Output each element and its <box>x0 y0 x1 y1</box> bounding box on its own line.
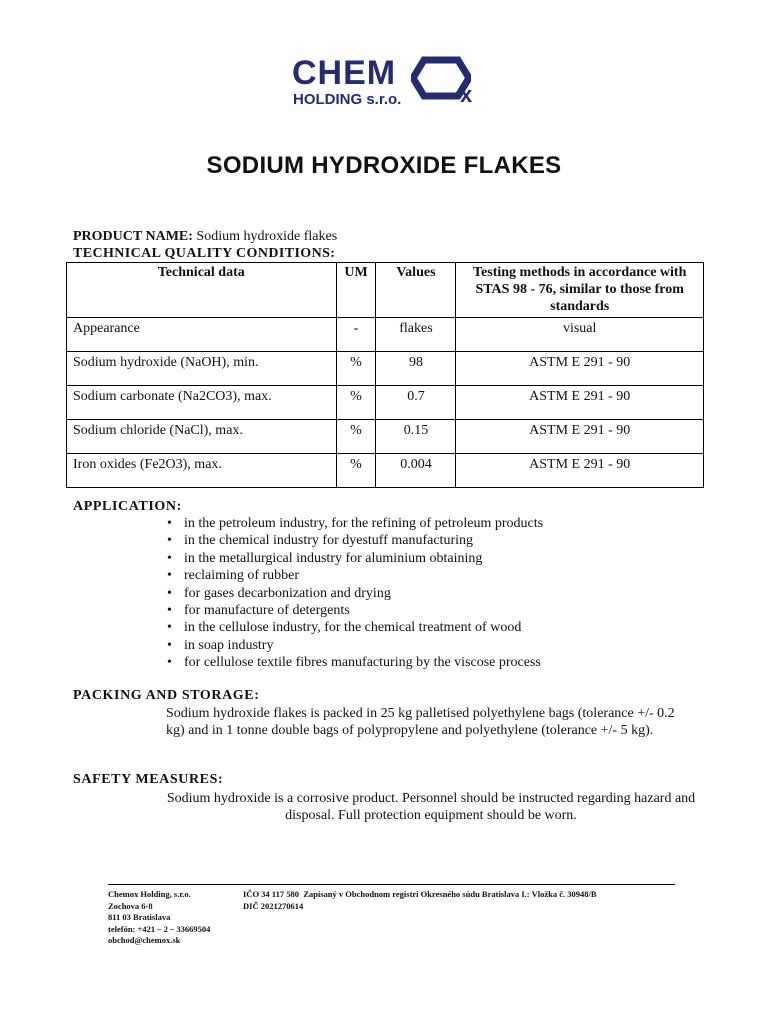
cell-method: ASTM E 291 - 90 <box>456 454 704 488</box>
header-um: UM <box>336 263 376 318</box>
technical-data-table <box>66 262 704 488</box>
header-testing-methods: Testing methods in accordance with STAS 98 - 76, similar to those from standards <box>456 263 704 318</box>
footer-address <box>108 889 210 947</box>
footer-registration <box>243 889 597 912</box>
logo-suffix: x <box>460 82 473 107</box>
footer-divider <box>108 884 675 885</box>
list-item: • for cellulose textile fibres manufacturing by the viscose process <box>164 654 543 671</box>
cell-um: % <box>336 454 376 488</box>
list-item: • in the metallurgical industry for aluminium obtaining <box>164 550 543 567</box>
footer-company: Chemox Holding, s.r.o. <box>108 889 191 899</box>
footer-dic: DIČ 2021270614 <box>243 900 304 911</box>
footer-ico: IČO 34 117 580 <box>243 889 299 899</box>
packing-heading: PACKING AND STORAGE: <box>73 688 260 703</box>
table-row <box>67 318 704 352</box>
footer-phone: telefón: +421 – 2 – 33669504 <box>108 923 211 934</box>
cell-value: flakes <box>376 318 456 352</box>
logo-wordmark: CHEM <box>292 54 397 92</box>
footer-email: obchod@chemox.sk <box>108 935 181 945</box>
cell-technical-data: Sodium carbonate (Na2CO3), max. <box>67 386 337 420</box>
cell-technical-data: Sodium chloride (NaCl), max. <box>67 420 337 454</box>
table-row <box>67 420 704 454</box>
list-item: • in soap industry <box>164 637 543 654</box>
cell-technical-data: Appearance <box>67 318 337 352</box>
cell-value: 98 <box>376 352 456 386</box>
packing-text: Sodium hydroxide flakes is packed in 25 kg palletised polyethylene bags (tolerance +/- 0.2 kg) and in 1 tonne double bags of polypropylene and polyethylene (tolerance +/- 5 kg). <box>166 706 675 738</box>
company-logo <box>283 48 493 112</box>
cell-um: % <box>336 420 376 454</box>
footer-registry: Zapísaný v Obchodnom registri Okresného súdu Bratislava I.: Vložka č. 30948/B <box>303 889 597 899</box>
product-name-line <box>73 228 337 245</box>
safety-heading: SAFETY MEASURES: <box>73 772 224 787</box>
list-item: • in the cellulose industry, for the chemical treatment of wood <box>164 619 543 636</box>
cell-value: 0.7 <box>376 386 456 420</box>
list-item: • for gases decarbonization and drying <box>164 585 543 602</box>
tqc-heading: TECHNICAL QUALITY CONDITIONS: <box>73 246 336 261</box>
cell-um: - <box>336 318 376 352</box>
list-item: • in the petroleum industry, for the refining of petroleum products <box>164 515 543 532</box>
cell-technical-data: Sodium hydroxide (NaOH), min. <box>67 352 337 386</box>
product-name-label: PRODUCT NAME: <box>73 229 193 244</box>
cell-value: 0.15 <box>376 420 456 454</box>
footer-street: Zochova 6-8 <box>108 900 153 911</box>
cell-method: ASTM E 291 - 90 <box>456 352 704 386</box>
application-list <box>164 515 543 672</box>
cell-um: % <box>336 386 376 420</box>
table-row <box>67 386 704 420</box>
list-item: • reclaiming of rubber <box>164 567 543 584</box>
header-values: Values <box>376 263 456 318</box>
safety-text: Sodium hydroxide is a corrosive product. Personnel should be instructed regarding hazard and disposal. Full protection equipment should be worn. <box>166 791 696 823</box>
footer-city: 811 03 Bratislava <box>108 912 171 922</box>
cell-method: ASTM E 291 - 90 <box>456 420 704 454</box>
header-technical-data: Technical data <box>67 263 337 318</box>
product-name-value: Sodium hydroxide flakes <box>196 229 338 244</box>
table-row <box>67 352 704 386</box>
list-item: • for manufacture of detergents <box>164 602 543 619</box>
footer-ids-line <box>243 889 597 901</box>
table-header-row <box>67 263 704 318</box>
table-row <box>67 454 704 488</box>
document-title: SODIUM HYDROXIDE FLAKES <box>206 152 562 179</box>
cell-technical-data: Iron oxides (Fe2O3), max. <box>67 454 337 488</box>
logo-subtitle: HOLDING s.r.o. <box>293 91 402 108</box>
cell-method: ASTM E 291 - 90 <box>456 386 704 420</box>
cell-value: 0.004 <box>376 454 456 488</box>
application-heading: APPLICATION: <box>73 499 182 514</box>
cell-um: % <box>336 352 376 386</box>
cell-method: visual <box>456 318 704 352</box>
list-item: • in the chemical industry for dyestuff manufacturing <box>164 532 543 549</box>
